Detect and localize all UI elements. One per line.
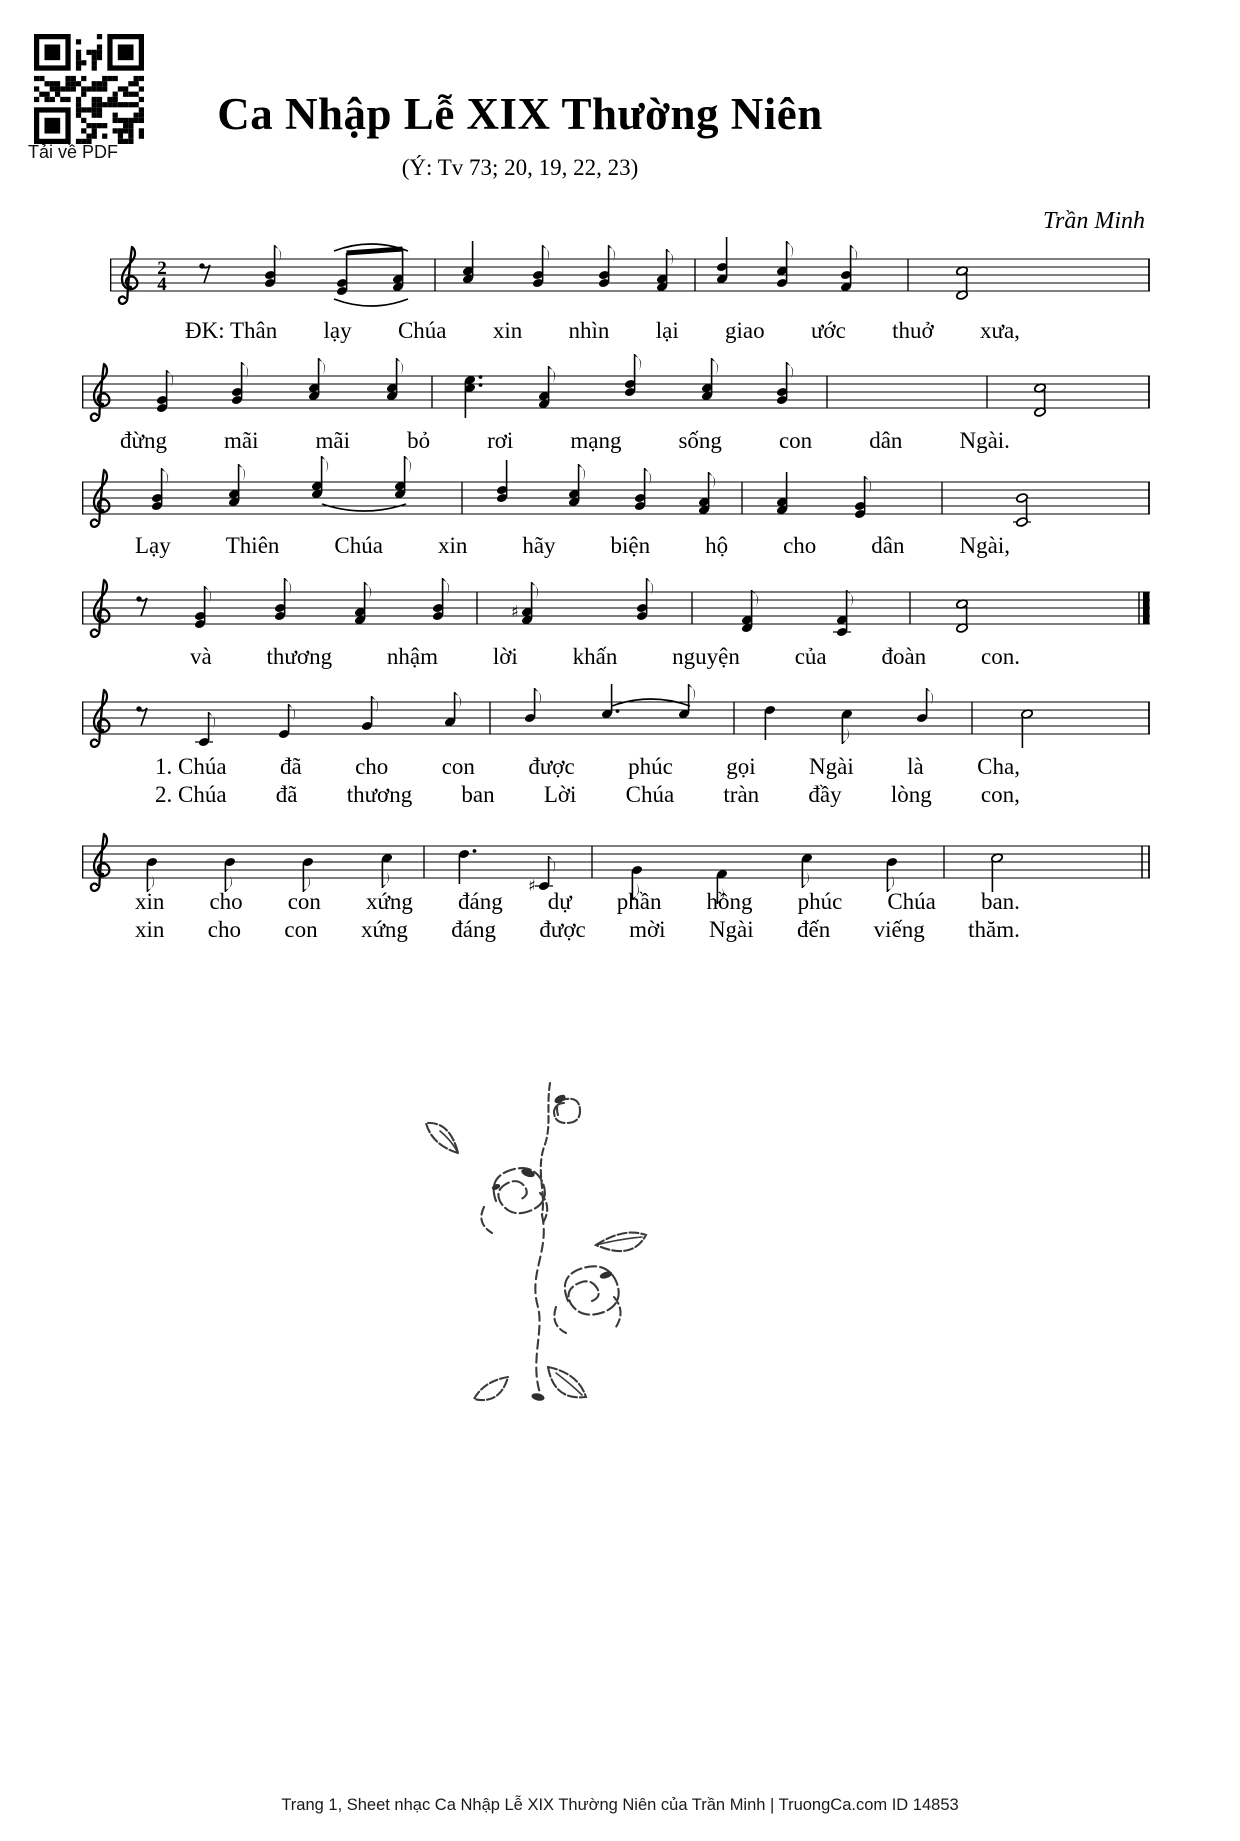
- lyric-syllable: Chúa: [625, 782, 675, 807]
- music-staff-6: [82, 822, 1150, 906]
- lyric-syllable: của: [794, 644, 827, 669]
- svg-text:♯: ♯: [511, 602, 519, 621]
- lyric-syllable: đoàn: [881, 644, 927, 669]
- lyric-syllable: xin: [492, 318, 523, 343]
- lyric-syllable: hãy: [522, 533, 556, 558]
- flower-ornament-image: [400, 1075, 670, 1415]
- lyric-syllable: 2. Chúa: [155, 782, 227, 807]
- music-staff-2: [82, 352, 1150, 436]
- lyric-syllable: tràn: [723, 782, 760, 807]
- lyric-syllable: dân: [869, 428, 903, 453]
- lyric-syllable: con: [441, 754, 475, 779]
- page-title: Ca Nhập Lễ XIX Thường Niên: [217, 89, 823, 139]
- lyric-syllable: gọi: [726, 754, 756, 779]
- lyric-syllable: nhậm: [386, 644, 439, 669]
- lyric-syllable: con: [287, 889, 321, 914]
- music-staff-1: [110, 235, 1150, 319]
- lyric-syllable: cho: [207, 917, 241, 942]
- lyric-syllable: Chúa: [887, 889, 936, 914]
- lyric-syllable: được: [528, 754, 575, 779]
- lyric-syllable: con,: [980, 782, 1020, 807]
- lyric-syllable: lời: [492, 644, 518, 669]
- lyric-syllable: đáng: [457, 889, 503, 914]
- lyric-syllable: phần: [616, 889, 662, 914]
- lyric-syllable: Thiên: [225, 533, 280, 558]
- footer-caption: Trang 1, Sheet nhạc Ca Nhập Lễ XIX Thường Niên của Trần Minh | TruongCa.com ID 14853: [281, 1796, 959, 1814]
- subtitle: (Ý: Tv 73; 20, 19, 22, 23): [401, 155, 639, 180]
- svg-text:2: 2: [157, 258, 167, 279]
- lyric-syllable: hồng: [706, 889, 753, 914]
- lyric-syllable: nhìn: [568, 318, 610, 343]
- lyric-syllable: đừng: [120, 428, 167, 453]
- lyric-syllable: ban.: [980, 889, 1020, 914]
- lyric-syllable: được: [539, 917, 586, 942]
- lyric-syllable: thuở: [892, 318, 934, 343]
- lyric-syllable: ước: [810, 318, 846, 343]
- lyric-line: [135, 915, 1020, 945]
- lyric-syllable: biện: [610, 533, 651, 558]
- lyric-syllable: Lời: [543, 782, 577, 807]
- lyric-syllable: phúc: [797, 889, 843, 914]
- lyric-syllable: phúc: [628, 754, 673, 779]
- lyric-syllable: mãi: [224, 428, 259, 453]
- lyric-syllable: nguyện: [672, 644, 740, 669]
- lyric-syllable: Chúa: [397, 318, 447, 343]
- lyric-syllable: thương: [266, 644, 333, 669]
- lyric-syllable: và: [190, 644, 212, 669]
- lyric-syllable: cho: [355, 754, 389, 779]
- lyric-syllable: rơi: [487, 428, 514, 453]
- lyric-syllable: mãi: [315, 428, 351, 453]
- lyric-syllable: ĐK: Thân: [185, 318, 278, 343]
- music-staff-3: [82, 458, 1150, 542]
- lyric-syllable: xứng: [360, 917, 408, 942]
- lyric-syllable: xin: [437, 533, 468, 558]
- lyric-syllable: là: [907, 754, 924, 779]
- music-staff-5: [82, 678, 1150, 762]
- download-pdf-link[interactable]: Tải về PDF: [28, 142, 119, 162]
- lyric-syllable: bỏ: [407, 428, 431, 453]
- lyric-syllable: dự: [547, 889, 572, 914]
- lyric-syllable: xin: [135, 889, 165, 914]
- lyric-syllable: 1. Chúa: [155, 754, 227, 779]
- svg-text:4: 4: [157, 274, 167, 295]
- lyric-syllable: mạng: [570, 428, 622, 453]
- lyric-syllable: đến: [797, 917, 831, 942]
- lyric-syllable: khấn: [572, 644, 618, 669]
- composer-name: Trần Minh: [1042, 208, 1145, 234]
- lyric-syllable: xứng: [365, 889, 413, 914]
- lyric-syllable: cho: [209, 889, 243, 914]
- lyric-line: [155, 780, 1020, 810]
- lyric-syllable: dân: [871, 533, 905, 558]
- lyric-syllable: Ngài,: [959, 533, 1010, 558]
- lyric-syllable: lạy: [323, 318, 352, 343]
- svg-text:♯: ♯: [528, 876, 536, 895]
- lyric-syllable: giao: [725, 318, 765, 343]
- lyric-syllable: viếng: [873, 917, 925, 942]
- lyric-syllable: đầy: [808, 782, 842, 807]
- lyric-syllable: con.: [981, 644, 1020, 669]
- lyric-syllable: ban: [461, 782, 495, 807]
- lyric-syllable: mời: [629, 917, 666, 942]
- lyric-syllable: con: [284, 917, 318, 942]
- lyric-syllable: đã: [275, 782, 298, 807]
- lyric-syllable: cho: [783, 533, 817, 558]
- lyric-syllable: Ngài: [708, 917, 754, 942]
- lyric-syllable: đã: [279, 754, 302, 779]
- lyric-syllable: xin: [135, 917, 165, 942]
- lyric-syllable: Chúa: [334, 533, 383, 558]
- lyric-syllable: thương: [346, 782, 413, 807]
- music-staff-4: [82, 568, 1150, 652]
- lyric-syllable: đáng: [451, 917, 497, 942]
- lyric-syllable: sống: [678, 428, 722, 453]
- lyric-syllable: lòng: [890, 782, 932, 807]
- lyric-syllable: lại: [655, 318, 679, 343]
- lyric-syllable: Cha,: [977, 754, 1020, 779]
- lyric-syllable: xưa,: [979, 318, 1020, 343]
- lyric-syllable: con: [778, 428, 813, 453]
- lyric-syllable: Ngài.: [959, 428, 1010, 453]
- lyric-syllable: thăm.: [968, 917, 1020, 942]
- lyric-line: [185, 316, 1020, 346]
- lyric-syllable: hộ: [705, 533, 729, 558]
- lyric-syllable: Ngài: [809, 754, 854, 779]
- lyric-syllable: Lạy: [135, 533, 171, 558]
